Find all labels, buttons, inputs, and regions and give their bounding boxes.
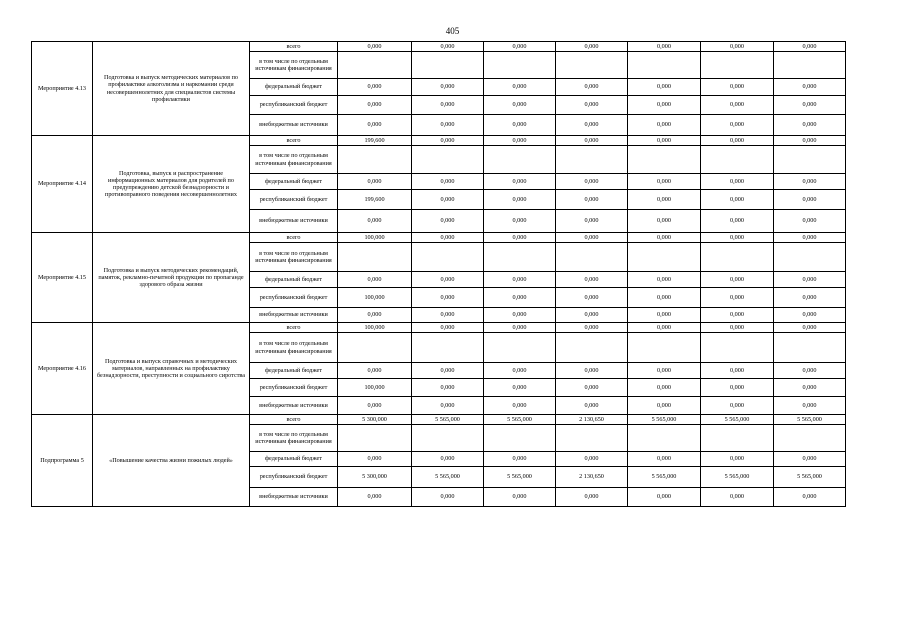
amount-cell: 0,000 [556, 174, 628, 190]
amount-cell: 5 565,000 [484, 467, 556, 488]
amount-cell: 0,000 [701, 210, 774, 233]
amount-cell: 0,000 [774, 42, 846, 52]
amount-cell: 5 565,000 [701, 415, 774, 425]
amount-cell: 0,000 [412, 397, 484, 415]
amount-cell: 0,000 [628, 42, 701, 52]
amount-cell: 0,000 [628, 210, 701, 233]
amount-cell: 0,000 [774, 452, 846, 467]
amount-cell: 0,000 [628, 363, 701, 379]
amount-cell: 0,000 [412, 363, 484, 379]
amount-cell: 0,000 [484, 174, 556, 190]
amount-cell: 0,000 [774, 379, 846, 397]
amount-cell: 0,000 [556, 323, 628, 333]
amount-cell: 0,000 [484, 136, 556, 146]
amount-cell [412, 425, 484, 452]
amount-cell [556, 146, 628, 174]
funding-source-label: федеральный бюджет [250, 272, 338, 288]
funding-source-label: республиканский бюджет [250, 190, 338, 210]
amount-cell: 0,000 [774, 79, 846, 96]
amount-cell: 0,000 [338, 397, 412, 415]
amount-cell [484, 425, 556, 452]
amount-cell: 5 565,000 [628, 415, 701, 425]
item-name: Подготовка и выпуск методических материалов по профилактике алкоголизма и наркомании среди несовершеннолетних для специалистов системы профилактики [93, 42, 250, 136]
item-code: Мероприятие 4.14 [32, 136, 93, 233]
amount-cell: 5 565,000 [628, 467, 701, 488]
page-number: 405 [445, 26, 460, 36]
item-name: Подготовка, выпуск и распространение информационных материалов для родителей по предупреждению детской безнадзорности и противоправного поведения несовершеннолетних [93, 136, 250, 233]
amount-cell: 0,000 [628, 488, 701, 507]
amount-cell [412, 243, 484, 272]
amount-cell: 0,000 [774, 210, 846, 233]
amount-cell: 0,000 [338, 42, 412, 52]
amount-cell [774, 243, 846, 272]
amount-cell: 0,000 [628, 136, 701, 146]
amount-cell: 2 130,650 [556, 415, 628, 425]
table-row [32, 42, 846, 52]
amount-cell: 5 565,000 [412, 467, 484, 488]
funding-source-label: республиканский бюджет [250, 379, 338, 397]
amount-cell [774, 333, 846, 363]
amount-cell: 199,600 [338, 136, 412, 146]
amount-cell: 0,000 [556, 397, 628, 415]
amount-cell: 0,000 [484, 308, 556, 323]
table-row [32, 233, 846, 243]
funding-source-label: внебюджетные источники [250, 210, 338, 233]
amount-cell: 0,000 [484, 323, 556, 333]
funding-source-label: всего [250, 42, 338, 52]
amount-cell [701, 243, 774, 272]
amount-cell [338, 146, 412, 174]
amount-cell: 0,000 [338, 452, 412, 467]
amount-cell: 0,000 [774, 323, 846, 333]
amount-cell: 0,000 [412, 190, 484, 210]
amount-cell: 0,000 [412, 42, 484, 52]
amount-cell: 0,000 [628, 323, 701, 333]
amount-cell: 0,000 [701, 488, 774, 507]
amount-cell: 0,000 [412, 323, 484, 333]
amount-cell [556, 333, 628, 363]
amount-cell [628, 243, 701, 272]
amount-cell: 0,000 [701, 115, 774, 136]
amount-cell: 0,000 [701, 308, 774, 323]
amount-cell: 100,000 [338, 379, 412, 397]
amount-cell [556, 425, 628, 452]
amount-cell: 5 300,000 [338, 467, 412, 488]
amount-cell: 5 565,000 [774, 415, 846, 425]
item-code: Мероприятие 4.15 [32, 233, 93, 323]
amount-cell: 0,000 [628, 96, 701, 115]
amount-cell: 0,000 [412, 233, 484, 243]
item-name: Подготовка и выпуск справочных и методических материалов, направленных на профилактику безнадзорности, преступности и социального сиротства [93, 323, 250, 415]
amount-cell: 0,000 [774, 397, 846, 415]
amount-cell: 0,000 [556, 136, 628, 146]
amount-cell: 0,000 [701, 452, 774, 467]
amount-cell: 0,000 [412, 174, 484, 190]
amount-cell [628, 425, 701, 452]
funding-source-label: всего [250, 136, 338, 146]
amount-cell: 0,000 [628, 397, 701, 415]
amount-cell: 0,000 [338, 115, 412, 136]
amount-cell: 0,000 [484, 379, 556, 397]
funding-source-label: в том числе по отдельным источникам финансирования [250, 52, 338, 79]
funding-source-label: внебюджетные источники [250, 308, 338, 323]
amount-cell [701, 146, 774, 174]
amount-cell: 0,000 [338, 272, 412, 288]
amount-cell: 0,000 [774, 174, 846, 190]
amount-cell [338, 52, 412, 79]
amount-cell [556, 52, 628, 79]
amount-cell: 0,000 [701, 42, 774, 52]
amount-cell: 0,000 [484, 363, 556, 379]
amount-cell: 0,000 [701, 233, 774, 243]
amount-cell [484, 146, 556, 174]
amount-cell: 0,000 [628, 452, 701, 467]
funding-source-label: республиканский бюджет [250, 96, 338, 115]
amount-cell: 0,000 [774, 288, 846, 308]
funding-source-label: всего [250, 233, 338, 243]
table-row [32, 323, 846, 333]
item-name: «Повышение качества жизни пожилых людей» [93, 415, 250, 507]
amount-cell: 0,000 [484, 288, 556, 308]
amount-cell: 100,000 [338, 288, 412, 308]
amount-cell: 0,000 [628, 272, 701, 288]
funding-source-label: республиканский бюджет [250, 467, 338, 488]
amount-cell: 0,000 [556, 96, 628, 115]
amount-cell: 0,000 [774, 272, 846, 288]
amount-cell: 0,000 [412, 79, 484, 96]
table-row [32, 136, 846, 146]
budget-table [31, 41, 846, 507]
amount-cell: 0,000 [484, 42, 556, 52]
amount-cell: 0,000 [412, 210, 484, 233]
amount-cell: 0,000 [484, 79, 556, 96]
amount-cell: 0,000 [556, 288, 628, 308]
amount-cell: 5 300,000 [338, 415, 412, 425]
amount-cell [628, 146, 701, 174]
amount-cell: 0,000 [338, 96, 412, 115]
amount-cell: 0,000 [484, 115, 556, 136]
amount-cell: 0,000 [628, 174, 701, 190]
amount-cell: 0,000 [628, 190, 701, 210]
amount-cell: 0,000 [628, 115, 701, 136]
amount-cell: 100,000 [338, 323, 412, 333]
amount-cell: 0,000 [701, 272, 774, 288]
amount-cell [412, 146, 484, 174]
amount-cell: 0,000 [628, 308, 701, 323]
amount-cell: 0,000 [412, 136, 484, 146]
amount-cell [701, 52, 774, 79]
amount-cell: 0,000 [774, 96, 846, 115]
amount-cell: 0,000 [412, 272, 484, 288]
amount-cell: 0,000 [701, 79, 774, 96]
funding-source-label: всего [250, 415, 338, 425]
funding-source-label: всего [250, 323, 338, 333]
amount-cell: 0,000 [628, 233, 701, 243]
amount-cell: 5 565,000 [701, 467, 774, 488]
item-code: Мероприятие 4.16 [32, 323, 93, 415]
amount-cell: 0,000 [774, 308, 846, 323]
amount-cell: 0,000 [628, 288, 701, 308]
funding-source-label: в том числе по отдельным источникам финансирования [250, 425, 338, 452]
amount-cell: 0,000 [628, 379, 701, 397]
amount-cell [338, 425, 412, 452]
amount-cell: 0,000 [556, 363, 628, 379]
amount-cell [484, 52, 556, 79]
amount-cell [338, 333, 412, 363]
amount-cell: 0,000 [556, 42, 628, 52]
amount-cell: 0,000 [484, 190, 556, 210]
funding-source-label: в том числе по отдельным источникам финансирования [250, 243, 338, 272]
amount-cell: 0,000 [556, 115, 628, 136]
amount-cell [338, 243, 412, 272]
amount-cell: 0,000 [412, 96, 484, 115]
amount-cell [701, 425, 774, 452]
amount-cell: 2 130,650 [556, 467, 628, 488]
amount-cell: 199,600 [338, 190, 412, 210]
amount-cell: 0,000 [484, 488, 556, 507]
amount-cell: 5 565,000 [484, 415, 556, 425]
funding-source-label: федеральный бюджет [250, 174, 338, 190]
amount-cell: 0,000 [701, 288, 774, 308]
amount-cell: 0,000 [774, 136, 846, 146]
amount-cell: 5 565,000 [412, 415, 484, 425]
amount-cell [701, 333, 774, 363]
amount-cell: 0,000 [484, 397, 556, 415]
amount-cell: 100,000 [338, 233, 412, 243]
amount-cell [484, 333, 556, 363]
funding-source-label: федеральный бюджет [250, 363, 338, 379]
item-code: Подпрограмма 5 [32, 415, 93, 507]
amount-cell: 0,000 [701, 96, 774, 115]
amount-cell: 0,000 [701, 379, 774, 397]
amount-cell [628, 333, 701, 363]
amount-cell: 0,000 [701, 190, 774, 210]
amount-cell: 0,000 [338, 308, 412, 323]
item-code: Мероприятие 4.13 [32, 42, 93, 136]
amount-cell: 0,000 [774, 233, 846, 243]
amount-cell [774, 52, 846, 79]
amount-cell [628, 52, 701, 79]
amount-cell: 0,000 [412, 379, 484, 397]
amount-cell: 0,000 [556, 452, 628, 467]
funding-source-label: федеральный бюджет [250, 79, 338, 96]
amount-cell [556, 243, 628, 272]
amount-cell: 0,000 [556, 210, 628, 233]
amount-cell: 0,000 [701, 363, 774, 379]
amount-cell: 0,000 [338, 488, 412, 507]
amount-cell: 0,000 [556, 79, 628, 96]
amount-cell: 0,000 [338, 210, 412, 233]
amount-cell: 0,000 [556, 308, 628, 323]
amount-cell: 0,000 [556, 488, 628, 507]
amount-cell: 0,000 [412, 488, 484, 507]
amount-cell: 0,000 [338, 363, 412, 379]
amount-cell: 0,000 [701, 397, 774, 415]
funding-source-label: внебюджетные источники [250, 115, 338, 136]
amount-cell: 0,000 [412, 452, 484, 467]
amount-cell [484, 243, 556, 272]
amount-cell: 0,000 [774, 115, 846, 136]
amount-cell: 0,000 [338, 79, 412, 96]
amount-cell: 0,000 [701, 323, 774, 333]
amount-cell: 0,000 [412, 308, 484, 323]
funding-source-label: в том числе по отдельным источникам финансирования [250, 146, 338, 174]
amount-cell: 0,000 [701, 136, 774, 146]
amount-cell: 0,000 [338, 174, 412, 190]
amount-cell [412, 333, 484, 363]
funding-source-label: федеральный бюджет [250, 452, 338, 467]
table-row [32, 415, 846, 425]
funding-source-label: в том числе по отдельным источникам финансирования [250, 333, 338, 363]
amount-cell: 0,000 [484, 452, 556, 467]
item-name: Подготовка и выпуск методических рекомендаций, памяток, рекламно-печатной продукции по пропаганде здорового образа жизни [93, 233, 250, 323]
amount-cell: 0,000 [556, 190, 628, 210]
amount-cell: 0,000 [484, 96, 556, 115]
amount-cell: 5 565,000 [774, 467, 846, 488]
amount-cell: 0,000 [556, 272, 628, 288]
amount-cell [412, 52, 484, 79]
amount-cell: 0,000 [774, 190, 846, 210]
amount-cell: 0,000 [556, 379, 628, 397]
amount-cell: 0,000 [774, 488, 846, 507]
amount-cell: 0,000 [484, 272, 556, 288]
amount-cell: 0,000 [556, 233, 628, 243]
amount-cell: 0,000 [701, 174, 774, 190]
amount-cell: 0,000 [412, 288, 484, 308]
amount-cell: 0,000 [484, 210, 556, 233]
amount-cell: 0,000 [412, 115, 484, 136]
amount-cell [774, 146, 846, 174]
amount-cell: 0,000 [774, 363, 846, 379]
table-body [32, 42, 846, 507]
funding-source-label: внебюджетные источники [250, 397, 338, 415]
amount-cell [774, 425, 846, 452]
amount-cell: 0,000 [628, 79, 701, 96]
funding-source-label: внебюджетные источники [250, 488, 338, 507]
funding-source-label: республиканский бюджет [250, 288, 338, 308]
amount-cell: 0,000 [484, 233, 556, 243]
